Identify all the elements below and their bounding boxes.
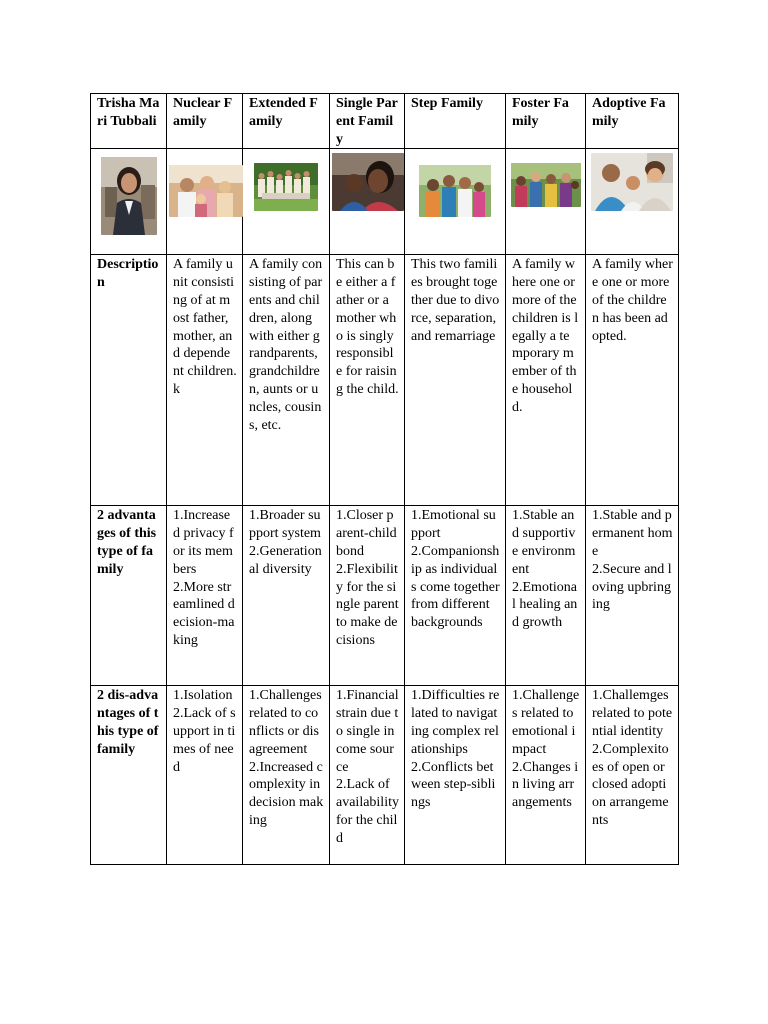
disadvantages-single-parent: [330, 686, 405, 865]
disadvantages-adoptive: [586, 686, 679, 865]
description-nuclear: A family unit consisting of at most father, mother, and dependent children. k: [167, 255, 243, 506]
adoptive-family-photo: [591, 153, 673, 211]
photo-cell-step: [405, 149, 506, 255]
disadvantage-item: 1.Challenges related to emotional impact: [512, 688, 580, 757]
disadvantages-step: [405, 686, 506, 865]
foster-family-photo: [511, 163, 581, 207]
description-extended: A family consisting of parents and children, along with either grandparents, grandchildren, aunts or uncles, cousins, etc.: [243, 255, 330, 506]
photo-cell-single-parent: [330, 149, 405, 255]
disadvantages-extended: [243, 686, 330, 865]
advantage-item: 1.Broader support system: [249, 508, 321, 542]
advantage-item: 2.Secure and loving upbringing: [592, 561, 672, 613]
advantages-foster: [506, 506, 586, 686]
photo-row: [91, 149, 679, 255]
description-adoptive: A family where one or more of the children has been adopted.: [586, 255, 679, 506]
photo-cell-extended: [243, 149, 330, 255]
header-cell-author: Trisha Mari Tubbali: [91, 94, 167, 149]
advantage-item: 1.Stable and permanent home: [592, 508, 673, 559]
advantage-item: 2.More streamlined decision-making: [173, 579, 235, 648]
nuclear-family-photo: [169, 165, 243, 217]
description-single-parent: This can be either a father or a mother who is singly responsible for raising the child.: [330, 255, 405, 506]
description-step: This two families brought together due to divorce, separation, and remarriage: [405, 255, 506, 506]
photo-cell-author: [91, 149, 167, 255]
disadvantage-item: 2.Complexitoes of open or closed adoption arrangements: [592, 741, 669, 828]
advantage-item: 2.Flexibility for the single parent to make decisions: [336, 561, 399, 648]
photo-cell-adoptive: [586, 149, 679, 255]
row-label-disadvantages: 2 dis-advantages of this type of family: [91, 686, 167, 865]
advantage-item: 1.Increased privacy for its members: [173, 508, 234, 577]
advantages-single-parent: [330, 506, 405, 686]
disadvantage-item: 2.Lack of support in times of need: [173, 706, 236, 775]
advantages-step: [405, 506, 506, 686]
advantages-nuclear: [167, 506, 243, 686]
advantage-item: 2.Emotional healing and growth: [512, 579, 578, 631]
disadvantage-item: 1.Isolation: [173, 688, 233, 704]
disadvantage-item: 2.Lack of availability for the child: [336, 777, 399, 846]
header-cell-extended: Extended Family: [243, 94, 330, 149]
row-label-description: Description: [91, 255, 167, 506]
advantage-item: 2.Generational diversity: [249, 543, 322, 577]
header-cell-adoptive: Adoptive Family: [586, 94, 679, 149]
disadvantages-nuclear: [167, 686, 243, 865]
disadvantage-item: 2.Conflicts between step-siblings: [411, 759, 496, 811]
photo-cell-foster: [506, 149, 586, 255]
advantage-item: 1.Closer parent-child bond: [336, 508, 397, 559]
header-cell-single-parent: Single Parent Family: [330, 94, 405, 149]
disadvantages-foster: [506, 686, 586, 865]
advantage-item: 2.Companionship as individuals come together from different backgrounds: [411, 543, 500, 631]
advantages-adoptive: [586, 506, 679, 686]
header-cell-nuclear: Nuclear Family: [167, 94, 243, 149]
header-row: [91, 94, 679, 149]
disadvantage-item: 2.Changes in living arrangements: [512, 759, 579, 811]
photo-cell-nuclear: [167, 149, 243, 255]
extended-family-photo: [254, 163, 318, 211]
disadvantage-item: 2.Increased complexity in decision making: [249, 759, 324, 828]
description-row: [91, 255, 679, 506]
step-family-photo: [419, 165, 491, 217]
header-cell-foster: Foster Family: [506, 94, 586, 149]
family-types-table: [90, 93, 679, 865]
disadvantages-row: [91, 686, 679, 865]
disadvantage-item: 1.Difficulties related to navigating complex relationships: [411, 688, 500, 757]
advantages-extended: [243, 506, 330, 686]
disadvantage-item: 1.Challemges related to potential identity: [592, 688, 673, 739]
advantage-item: 1.Stable and supportive environment: [512, 508, 576, 577]
advantage-item: 1.Emotional support: [411, 508, 496, 542]
description-foster: A family where one or more of the children is legally a temporary member of the household.: [506, 255, 586, 506]
disadvantage-item: 1.Challenges related to conflicts or disagreement: [249, 688, 322, 757]
student-portrait-photo: [101, 157, 157, 235]
advantages-row: [91, 506, 679, 686]
header-cell-step: Step Family: [405, 94, 506, 149]
single-parent-family-photo: [332, 153, 404, 211]
disadvantage-item: 1.Financial strain due to single income source: [336, 688, 399, 775]
row-label-advantages: 2 advantages of this type of family: [91, 506, 167, 686]
